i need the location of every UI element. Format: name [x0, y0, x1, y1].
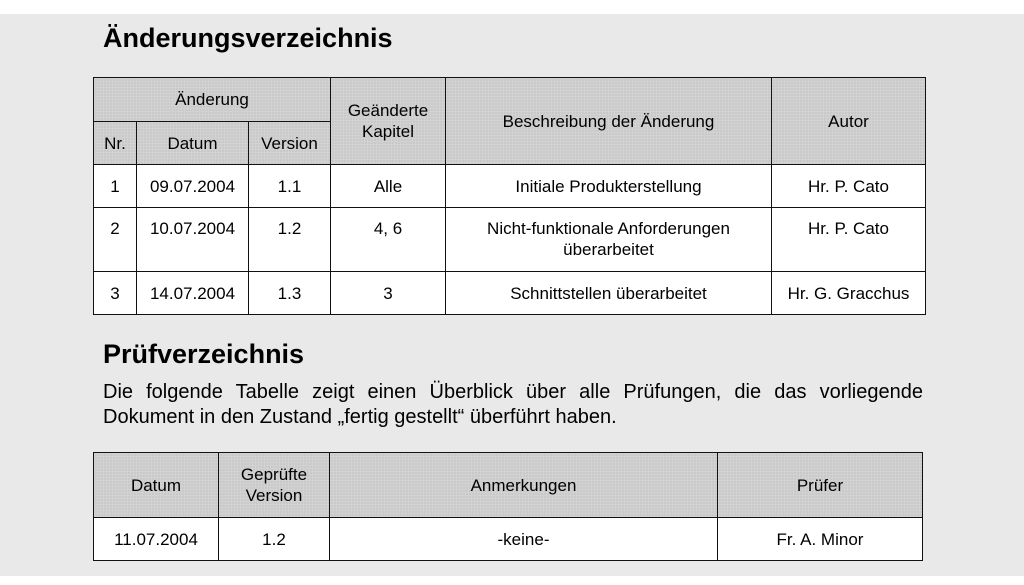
cell-date: 14.07.2004 [137, 272, 249, 315]
header-remarks: Anmerkungen [330, 453, 718, 518]
cell-description: Schnittstellen überarbeitet [446, 272, 772, 315]
table-row [94, 208, 926, 272]
cell-chapters: Alle [331, 165, 446, 208]
cell-version: 1.1 [249, 165, 331, 208]
cell-reviewer: Fr. A. Minor [718, 518, 923, 561]
cell-nr: 2 [94, 208, 137, 272]
bottom-margin [0, 576, 1024, 585]
table-row [94, 165, 926, 208]
header-change-description: Beschreibung der Änderung [446, 78, 772, 165]
cell-author: Hr. G. Gracchus [772, 272, 926, 315]
cell-version: 1.2 [219, 518, 330, 561]
cell-description: Nicht-funktionale Anforderungen überarbeitet [446, 208, 772, 272]
review-log-intro: Die folgende Tabelle zeigt einen Überblick über alle Prüfungen, die das vorliegende Dokument in den Zustand „fertig gestellt“ überführt haben. [103, 381, 923, 428]
header-nr: Nr. [94, 122, 137, 165]
top-margin [0, 0, 1024, 14]
header-changed-chapters: Geänderte Kapitel [331, 78, 446, 165]
cell-version: 1.3 [249, 272, 331, 315]
cell-nr: 3 [94, 272, 137, 315]
review-log-table [93, 452, 923, 561]
cell-date: 11.07.2004 [94, 518, 219, 561]
change-log-table [93, 77, 926, 315]
cell-nr: 1 [94, 165, 137, 208]
cell-author: Hr. P. Cato [772, 165, 926, 208]
cell-version: 1.2 [249, 208, 331, 272]
cell-description: Initiale Produkterstellung [446, 165, 772, 208]
cell-chapters: 4, 6 [331, 208, 446, 272]
header-change-group: Änderung [94, 78, 331, 122]
cell-date: 10.07.2004 [137, 208, 249, 272]
cell-author: Hr. P. Cato [772, 208, 926, 272]
review-log-title: Prüfverzeichnis [103, 339, 305, 369]
header-reviewed-version: Geprüfte Version [219, 453, 330, 518]
table-row [94, 518, 923, 561]
cell-remarks: -keine- [330, 518, 718, 561]
header-version: Version [249, 122, 331, 165]
header-date: Datum [94, 453, 219, 518]
cell-chapters: 3 [331, 272, 446, 315]
header-date: Datum [137, 122, 249, 165]
table-row [94, 272, 926, 315]
header-reviewer: Prüfer [718, 453, 923, 518]
cell-date: 09.07.2004 [137, 165, 249, 208]
header-author: Autor [772, 78, 926, 165]
change-log-title: Änderungsverzeichnis [103, 23, 393, 53]
